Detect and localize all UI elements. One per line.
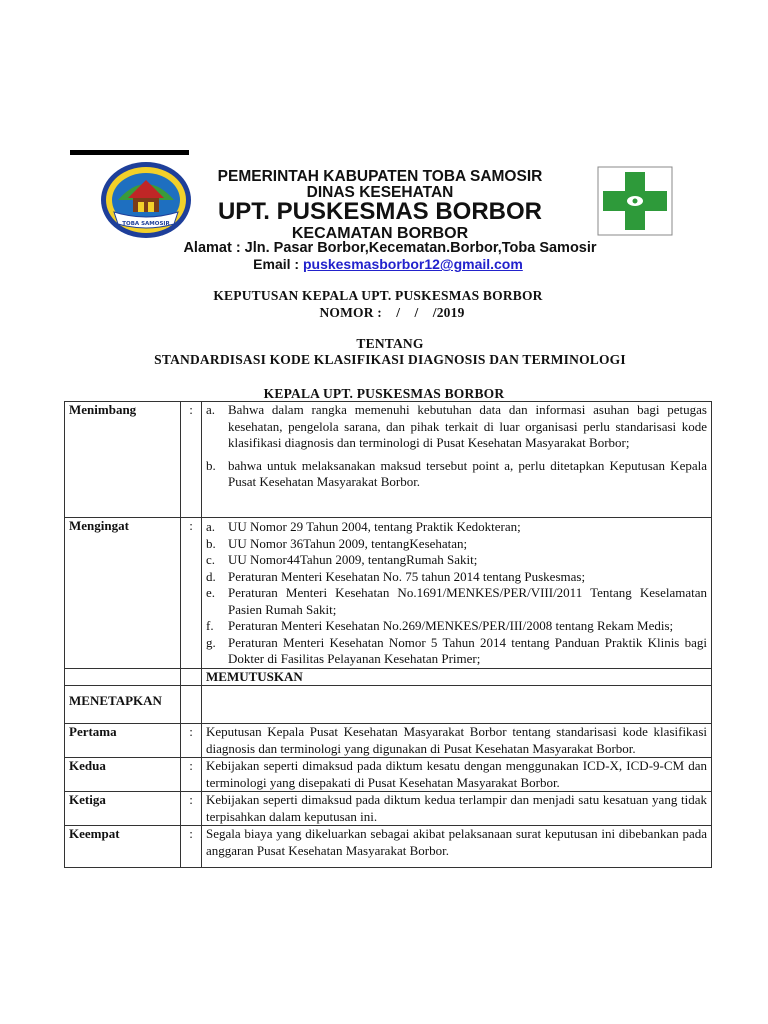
list-marker: g. (206, 634, 216, 650)
agency-name: DINAS KESEHATAN (306, 184, 454, 201)
diktum-row (65, 792, 712, 826)
diktum-row (65, 826, 712, 868)
diktum-label: Ketiga (65, 792, 181, 826)
colon: : (181, 826, 202, 868)
list-marker: c. (206, 552, 216, 567)
decree-issuer: KEPALA UPT. PUSKESMAS BORBOR (263, 386, 505, 401)
list-text: UU Nomor 29 Tahun 2004, tentang Praktik Kedokteran; (228, 519, 521, 534)
memutuskan-heading: MEMUTUSKAN (202, 668, 712, 686)
mengingat-label: Mengingat (65, 518, 181, 669)
list-item (206, 552, 707, 569)
list-text: UU Nomor 36Tahun 2009, tentangKesehatan; (228, 535, 468, 551)
menimbang-row (65, 402, 712, 518)
list-text: bahwa untuk melaksanakan maksud tersebut point a, perlu ditetapkan Keputusan Kepala Pusat Kesehatan Masyarakat Borbor. (228, 457, 707, 489)
address: Alamat : Jln. Pasar Borbor,Kecematan.Borbor,Toba Samosir (183, 240, 597, 256)
decree-about: TENTANG (356, 336, 424, 351)
diktum-text: Kebijakan seperti dimaksud pada diktum kedua terlampir dan menjadi satu kesatuan yang tidak terpisahkan dalam keputusan ini. (202, 792, 712, 826)
list-item (206, 458, 707, 491)
diktum-text: Kebijakan seperti dimaksud pada diktum kesatu dengan menggunakan ICD-X, ICD-9-CM dan terminologi yang disepakati di Pusat Kesehatan Masyarakat Borbor. (202, 758, 712, 792)
colon: : (181, 758, 202, 792)
menimbang-list (206, 402, 707, 491)
email-link[interactable]: puskesmasborbor12@gmail.com (302, 256, 523, 272)
list-item (206, 585, 707, 618)
list-item (206, 635, 707, 668)
colon: : (181, 724, 202, 758)
list-text: Peraturan Menteri Kesehatan No.269/MENKES/PER/III/2008 tentang Rekam Medis; (228, 618, 674, 633)
list-text: Bahwa dalam rangka memenuhi kebutuhan data dan informasi asuhan bagi petugas kesehatan, pengelola sarana, dan pihak terkait di luar organisasi perlu standarisasi kode klasifikasi diagnosis dan terminologi di Pusat Kesehatan Masyarakat Borbor; (228, 402, 707, 450)
memutuskan-row (65, 668, 712, 686)
diktum-label: Pertama (65, 724, 181, 758)
header-rule (70, 150, 189, 155)
list-marker: b. (206, 535, 216, 551)
email-label: Email : (253, 256, 303, 272)
diktum-text: Keputusan Kepala Pusat Kesehatan Masyarakat Borbor tentang standarisasi kode klasifikasi diagnosis dan terminologi yang digunakan di Pusat Kesehatan Masyarakat Borbor. (202, 724, 712, 758)
diktum-label: Keempat (65, 826, 181, 868)
decree-number: NOMOR : / / /2019 (319, 305, 465, 320)
list-marker: b. (206, 457, 216, 473)
mengingat-list (206, 519, 707, 668)
diktum-row (65, 758, 712, 792)
district-name: KECAMATAN BORBOR (291, 225, 469, 242)
menetapkan-row (65, 686, 712, 724)
diktum-row (65, 724, 712, 758)
colon: : (181, 518, 202, 669)
diktum-text: Segala biaya yang dikeluarkan sebagai akibat pelaksanaan surat keputusan ini dibebankan pada anggaran Pusat Kesehatan Masyarakat Borbor. (202, 826, 712, 868)
diktum-section (65, 724, 712, 868)
decree-table (64, 401, 712, 868)
list-text: UU Nomor44Tahun 2009, tentangRumah Sakit; (228, 552, 478, 567)
diktum-label: Kedua (65, 758, 181, 792)
colon: : (181, 792, 202, 826)
menimbang-label: Menimbang (65, 402, 181, 518)
list-marker: a. (206, 402, 216, 417)
list-text: Peraturan Menteri Kesehatan No.1691/MENKES/PER/VIII/2011 Tentang Keselamatan Pasien Rumah Sakit; (228, 585, 707, 617)
colon: : (181, 402, 202, 518)
decree-title: KEPUTUSAN KEPALA UPT. PUSKESMAS BORBOR (213, 288, 543, 303)
list-item (206, 536, 707, 553)
emblem-caption: TOBA SAMOSIR (122, 221, 170, 227)
list-item (206, 402, 707, 452)
email-line (0, 256, 768, 272)
gov-name: PEMERINTAH KABUPATEN TOBA SAMOSIR (217, 168, 543, 185)
list-marker: d. (206, 568, 216, 584)
list-item (206, 569, 707, 586)
list-item (206, 618, 707, 635)
list-text: Peraturan Menteri Kesehatan Nomor 5 Tahun 2014 tentang Panduan Praktik Klinis bagi Dokter di Fasilitas Pelayanan Kesehatan Primer; (228, 634, 707, 666)
decree-subject: STANDARDISASI KODE KLASIFIKASI DIAGNOSIS DAN TERMINOLOGI (154, 352, 626, 367)
mengingat-row (65, 518, 712, 669)
list-marker: a. (206, 519, 216, 534)
puskesmas-name: UPT. PUSKESMAS BORBOR (217, 198, 543, 225)
list-item (206, 519, 707, 536)
menetapkan-label: MENETAPKAN (65, 686, 181, 724)
list-text: Peraturan Menteri Kesehatan No. 75 tahun 2014 tentang Puskesmas; (228, 568, 586, 584)
list-marker: f. (206, 618, 214, 633)
list-marker: e. (206, 585, 216, 600)
